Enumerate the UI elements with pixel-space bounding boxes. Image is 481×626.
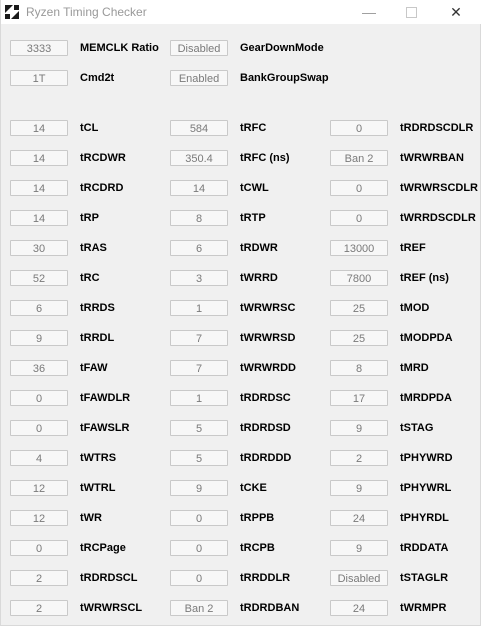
timing-label: tWRMPR [400,602,447,614]
timing-value-field[interactable]: 2 [330,450,388,466]
timing-value-field[interactable]: 14 [10,210,68,226]
timing-label: tFAWSLR [80,422,130,434]
timing-label: tRRDS [80,302,115,314]
timing-label: tRRDL [80,332,115,344]
timing-label: GearDownMode [240,42,324,54]
timing-value-field[interactable]: 0 [10,540,68,556]
timing-value-field[interactable]: 36 [10,360,68,376]
timing-value-field[interactable]: 0 [330,210,388,226]
timing-value-field[interactable]: 8 [170,210,228,226]
timing-value-field[interactable]: 9 [330,420,388,436]
timing-label: tRCPage [80,542,126,554]
window-title: Ryzen Timing Checker [26,5,147,19]
timing-label: tFAW [80,362,108,374]
timing-label: tRDRDSC [240,392,291,404]
timing-value-field[interactable]: 4 [10,450,68,466]
timing-value-field[interactable]: 8 [330,360,388,376]
timing-value-field[interactable]: 24 [330,600,388,616]
timing-value-field[interactable]: 6 [10,300,68,316]
timing-label: tSTAGLR [400,572,449,584]
timing-label: tRDRDDD [240,452,292,464]
timing-label: BankGroupSwap [240,72,329,84]
timing-value-field[interactable]: 7800 [330,270,388,286]
timing-value-field[interactable]: 350.4 [170,150,228,166]
timing-label: tREF (ns) [400,272,449,284]
timing-label: tWTRS [80,452,117,464]
timing-label: tWRWRDD [240,362,297,374]
maximize-icon[interactable] [393,0,429,24]
timing-value-field[interactable]: 14 [170,180,228,196]
timing-label: Cmd2t [80,72,115,84]
timing-value-field[interactable]: Disabled [330,570,388,586]
timing-label: tWRWRSC [240,302,296,314]
timing-value-field[interactable]: 12 [10,480,68,496]
timing-label: tRDRDSCDLR [400,122,474,134]
timing-value-field[interactable]: 25 [330,330,388,346]
timing-label: tRCPB [240,542,275,554]
timing-label: tRRDDLR [240,572,291,584]
timing-value-field[interactable]: 0 [170,510,228,526]
timing-value-field[interactable]: 1 [170,300,228,316]
timing-label: tRDRDSD [240,422,291,434]
timing-label: tWRWRBAN [400,152,464,164]
timing-value-field[interactable]: 17 [330,390,388,406]
timing-label: tSTAG [400,422,434,434]
timing-label: tRDDATA [400,542,449,554]
timing-value-field[interactable]: 14 [10,120,68,136]
timing-value-field[interactable]: 14 [10,150,68,166]
timing-label: tMODPDA [400,332,453,344]
timing-label: tRDRDSCL [80,572,138,584]
timing-value-field[interactable]: Ban 2 [170,600,228,616]
timing-label: tMOD [400,302,430,314]
timing-value-field[interactable]: 3 [170,270,228,286]
timing-value-field[interactable]: 24 [330,510,388,526]
minimize-icon[interactable]: — [362,4,376,20]
timing-label: tWRRDSCDLR [400,212,476,224]
title-bar[interactable] [1,0,481,24]
timing-label: tRP [80,212,99,224]
timing-label: tRCDWR [80,152,126,164]
timing-label: tRTP [240,212,266,224]
timing-label: tWTRL [80,482,116,494]
timing-label: tWRWRSCL [80,602,143,614]
timing-label: tWRWRSD [240,332,296,344]
timing-value-field[interactable]: 5 [170,420,228,436]
timing-value-field[interactable]: 1T [10,70,68,86]
timing-label: tMRDPDA [400,392,452,404]
timing-value-field[interactable]: 7 [170,330,228,346]
timing-value-field[interactable]: 3333 [10,40,68,56]
timing-label: tRFC [240,122,267,134]
timing-label: tMRD [400,362,429,374]
timing-value-field[interactable]: 14 [10,180,68,196]
timing-label: tRPPB [240,512,275,524]
timing-label: tRCDRD [80,182,124,194]
timing-value-field[interactable]: 0 [10,420,68,436]
timing-label: tRDRDBAN [240,602,300,614]
timing-label: tREF [400,242,426,254]
timing-label: tCL [80,122,99,134]
timing-value-field[interactable]: 0 [10,390,68,406]
timing-value-field[interactable]: Enabled [170,70,228,86]
timing-value-field[interactable]: 0 [170,570,228,586]
timing-label: tRDWR [240,242,278,254]
timing-value-field[interactable]: 9 [170,480,228,496]
timing-value-field[interactable]: Ban 2 [330,150,388,166]
timing-value-field[interactable]: 0 [170,540,228,556]
timing-value-field[interactable]: 9 [330,480,388,496]
timing-value-field[interactable]: 1 [170,390,228,406]
timing-label: tFAWDLR [80,392,131,404]
timing-label: tPHYWRD [400,452,453,464]
timing-label: tWR [80,512,102,524]
timing-label: tPHYWRL [400,482,452,494]
timing-value-field[interactable]: 52 [10,270,68,286]
timing-label: tRAS [80,242,107,254]
timing-value-field[interactable]: 0 [330,120,388,136]
timing-value-field[interactable]: 6 [170,240,228,256]
timing-value-field[interactable]: 12 [10,510,68,526]
timing-label: tCWL [240,182,269,194]
timing-value-field[interactable]: 584 [170,120,228,136]
timing-label: MEMCLK Ratio [80,42,159,54]
timing-value-field[interactable]: 0 [330,180,388,196]
timing-value-field[interactable]: Disabled [170,40,228,56]
timing-label: tPHYRDL [400,512,449,524]
timing-value-field[interactable]: 13000 [330,240,388,256]
timing-value-field[interactable]: 30 [10,240,68,256]
timing-value-field[interactable]: 2 [10,570,68,586]
timing-value-field[interactable]: 7 [170,360,228,376]
close-icon[interactable]: ✕ [450,4,462,20]
timing-value-field[interactable]: 2 [10,600,68,616]
app-logo-icon [4,4,20,20]
timing-label: tRC [80,272,100,284]
timing-value-field[interactable]: 9 [10,330,68,346]
timing-value-field[interactable]: 25 [330,300,388,316]
timing-label: tRFC (ns) [240,152,290,164]
timing-label: tWRRD [240,272,278,284]
timing-label: tCKE [240,482,267,494]
timing-value-field[interactable]: 5 [170,450,228,466]
timing-label: tWRWRSCDLR [400,182,479,194]
timing-value-field[interactable]: 9 [330,540,388,556]
